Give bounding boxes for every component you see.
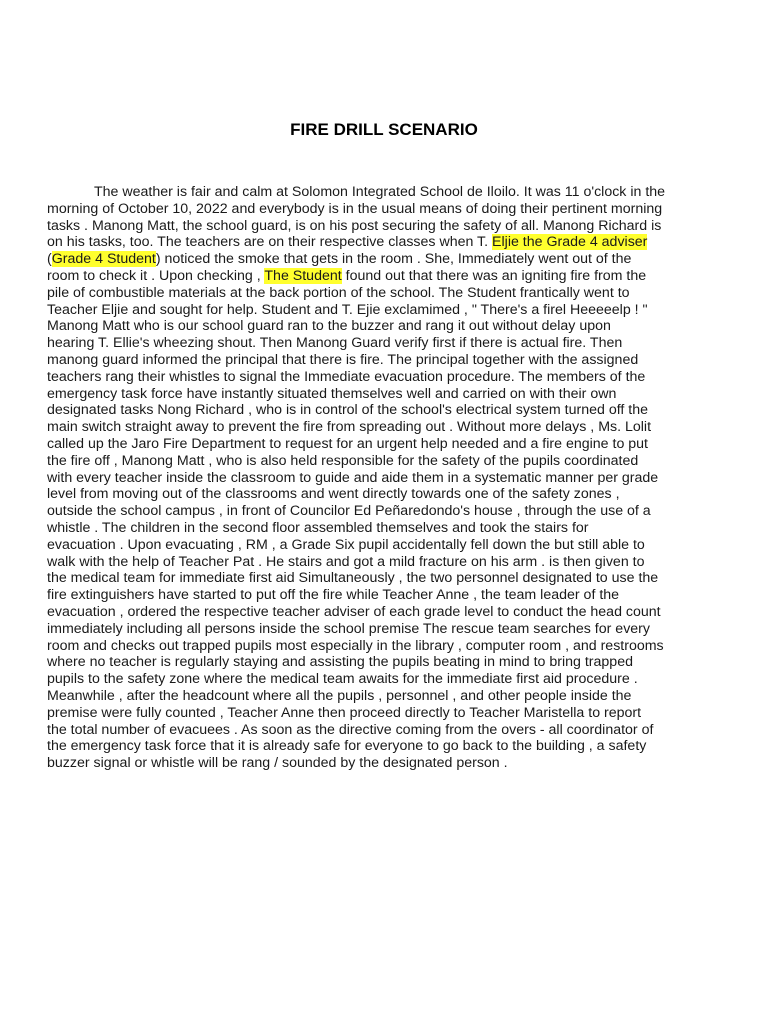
paragraph-line: buzzer signal or whistle will be rang / sounded by the designated person . xyxy=(47,755,508,772)
paragraph-line: manong guard informed the principal that there is fire. The principal together with the assigned xyxy=(47,351,639,368)
paragraph-line: the total number of evacuees . As soon as the directive coming from the overs - all coordinator of xyxy=(47,721,654,738)
line-text: ( xyxy=(47,251,52,268)
paragraph-line: where no teacher is regularly staying and assisting the pupils beating in mind to bring trapped xyxy=(47,654,633,671)
paragraph-line: designated tasks Nong Richard , who is in control of the school's electrical system turned off the xyxy=(47,402,648,419)
line-text: on his tasks, too. The teachers are on their respective classes when T. xyxy=(47,234,493,251)
paragraph-line: pupils to the safety zone where the medical team awaits for the immediate first aid procedure . xyxy=(47,671,638,688)
highlighted-text: Eljie the Grade 4 adviser xyxy=(492,234,648,251)
paragraph-line: main switch straight away to prevent the fire from spreading out . Without more delays , Ms. Lolit xyxy=(47,419,652,436)
paragraph-line: the emergency task force that it is already safe for everyone to go back to the building , a safety xyxy=(47,738,647,755)
paragraph-line: emergency task force have instantly situated themselves well and carried on with their own xyxy=(47,385,617,402)
paragraph-line: evacuation . Upon evacuating , RM , a Grade Six pupil accidentally fell down the but still able to xyxy=(47,536,645,553)
paragraph-line: whistle . The children in the second floor assembled themselves and took the stairs for xyxy=(47,519,589,536)
highlighted-text: The Student xyxy=(264,267,342,284)
highlighted-text: Grade 4 Student xyxy=(51,251,156,268)
paragraph-line: teachers rang their whistles to signal the Immediate evacuation procedure. The members of the xyxy=(47,368,646,385)
paragraph-line: Meanwhile , after the headcount where all the pupils , personnel , and other people inside the xyxy=(47,687,632,704)
document-title: FIRE DRILL SCENARIO xyxy=(290,120,478,139)
paragraph-line xyxy=(47,251,727,268)
paragraph-line: outside the school campus , in front of Councilor Ed Peñaredondo's house , through the use of a xyxy=(47,503,651,520)
paragraph-line: with every teacher inside the classroom to guide and aide them in a systematic manner per grade xyxy=(47,469,659,486)
paragraph-line xyxy=(47,184,727,201)
paragraph-line: evacuation , ordered the respective teacher adviser of each grade level to conduct the head count xyxy=(47,603,661,620)
paragraph-line: the fire off , Manong Matt , who is also held responsible for the safety of the pupils coordinated xyxy=(47,452,639,469)
line-text: room to check it . Upon checking , xyxy=(47,267,265,284)
paragraph-line: level from moving out of the classrooms and went directly towards one of the safety zones , xyxy=(47,486,620,503)
paragraph-line: premise were fully counted , Teacher Anne then proceed directly to Teacher Maristella to report xyxy=(47,704,642,721)
paragraph-line: Manong Matt who is our school guard ran to the buzzer and rang it out without delay upon xyxy=(47,318,611,335)
paragraph-line: called up the Jaro Fire Department to request for an urgent help needed and a fire engine to put xyxy=(47,435,648,452)
paragraph-line: Teacher Eljie and sought for help. Student and T. Ejie exclamimed , " There's a firel Heeeeelp ! " xyxy=(47,301,648,318)
paragraph-line xyxy=(47,268,727,285)
paragraph-line: the medical team for immediate first aid Simultaneously , the two personnel designated to use the xyxy=(47,570,659,587)
paragraph-line: pile of combustible materials at the back portion of the school. The Student frantically went to xyxy=(47,284,630,301)
paragraph-line: tasks . Manong Matt, the school guard, is on his post securing the safety of all. Manong Richard is xyxy=(47,217,662,234)
paragraph-line: immediately including all persons inside the school premise The rescue team searches for every xyxy=(47,620,650,637)
paragraph-line: fire extinguishers have started to put off the fire while Teacher Anne , the team leader of the xyxy=(47,587,620,604)
paragraph-line: morning of October 10, 2022 and everybody is in the usual means of doing their pertinent morning xyxy=(47,200,663,217)
paragraph-line xyxy=(47,234,727,251)
scenario-paragraph xyxy=(47,184,727,772)
paragraph-line: hearing T. Ellie's wheezing shout. Then Manong Guard verify first if there is actual fire. Then xyxy=(47,335,623,352)
paragraph-line: room and checks out trapped pupils most especially in the library , computer room , and restrooms xyxy=(47,637,664,654)
line-text: found out that there was an igniting fire from the xyxy=(341,267,647,284)
paragraph-line: walk with the help of Teacher Pat . He stairs and got a mild fracture on his arm . is then given to xyxy=(47,553,645,570)
line-text: The weather is fair and calm at Solomon Integrated School de Iloilo. It was 11 o'clock in the xyxy=(94,184,666,200)
line-text: ) noticed the smoke that gets in the room . She, Immediately went out of the xyxy=(155,251,632,268)
